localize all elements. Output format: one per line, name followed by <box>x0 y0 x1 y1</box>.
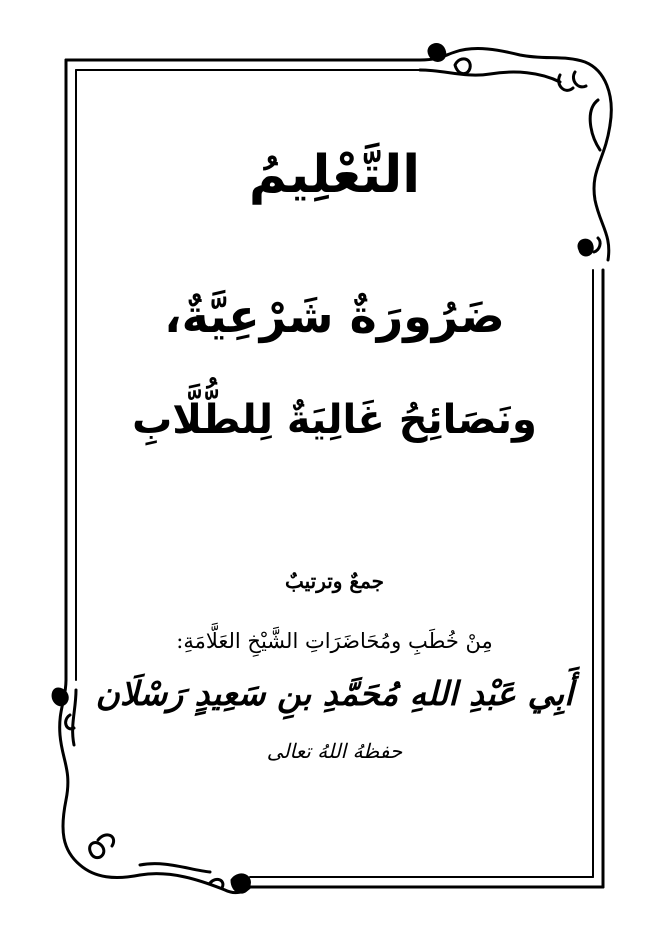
author-name: أَبِي عَبْدِ اللهِ مُحَمَّدِ بنِ سَعِيدٍ رَسْلَان <box>95 674 574 713</box>
compiled-label: جمعٌ وترتيبٌ <box>284 569 385 593</box>
book-title: التَّعْلِيمُ <box>248 145 421 205</box>
subtitle-line-1: ضَرُورَةٌ شَرْعِيَّةٌ، <box>164 289 505 343</box>
author-prayer: حفظهُ اللهُ تعالى <box>266 739 403 763</box>
subtitle-line-2: ونَصَائِحُ غَالِيَةٌ لِلطُّلَّابِ <box>132 397 537 443</box>
source-line: مِنْ خُطَبِ ومُحَاضَرَاتِ الشَّيْخِ العَلَّامَةِ: <box>176 629 493 653</box>
